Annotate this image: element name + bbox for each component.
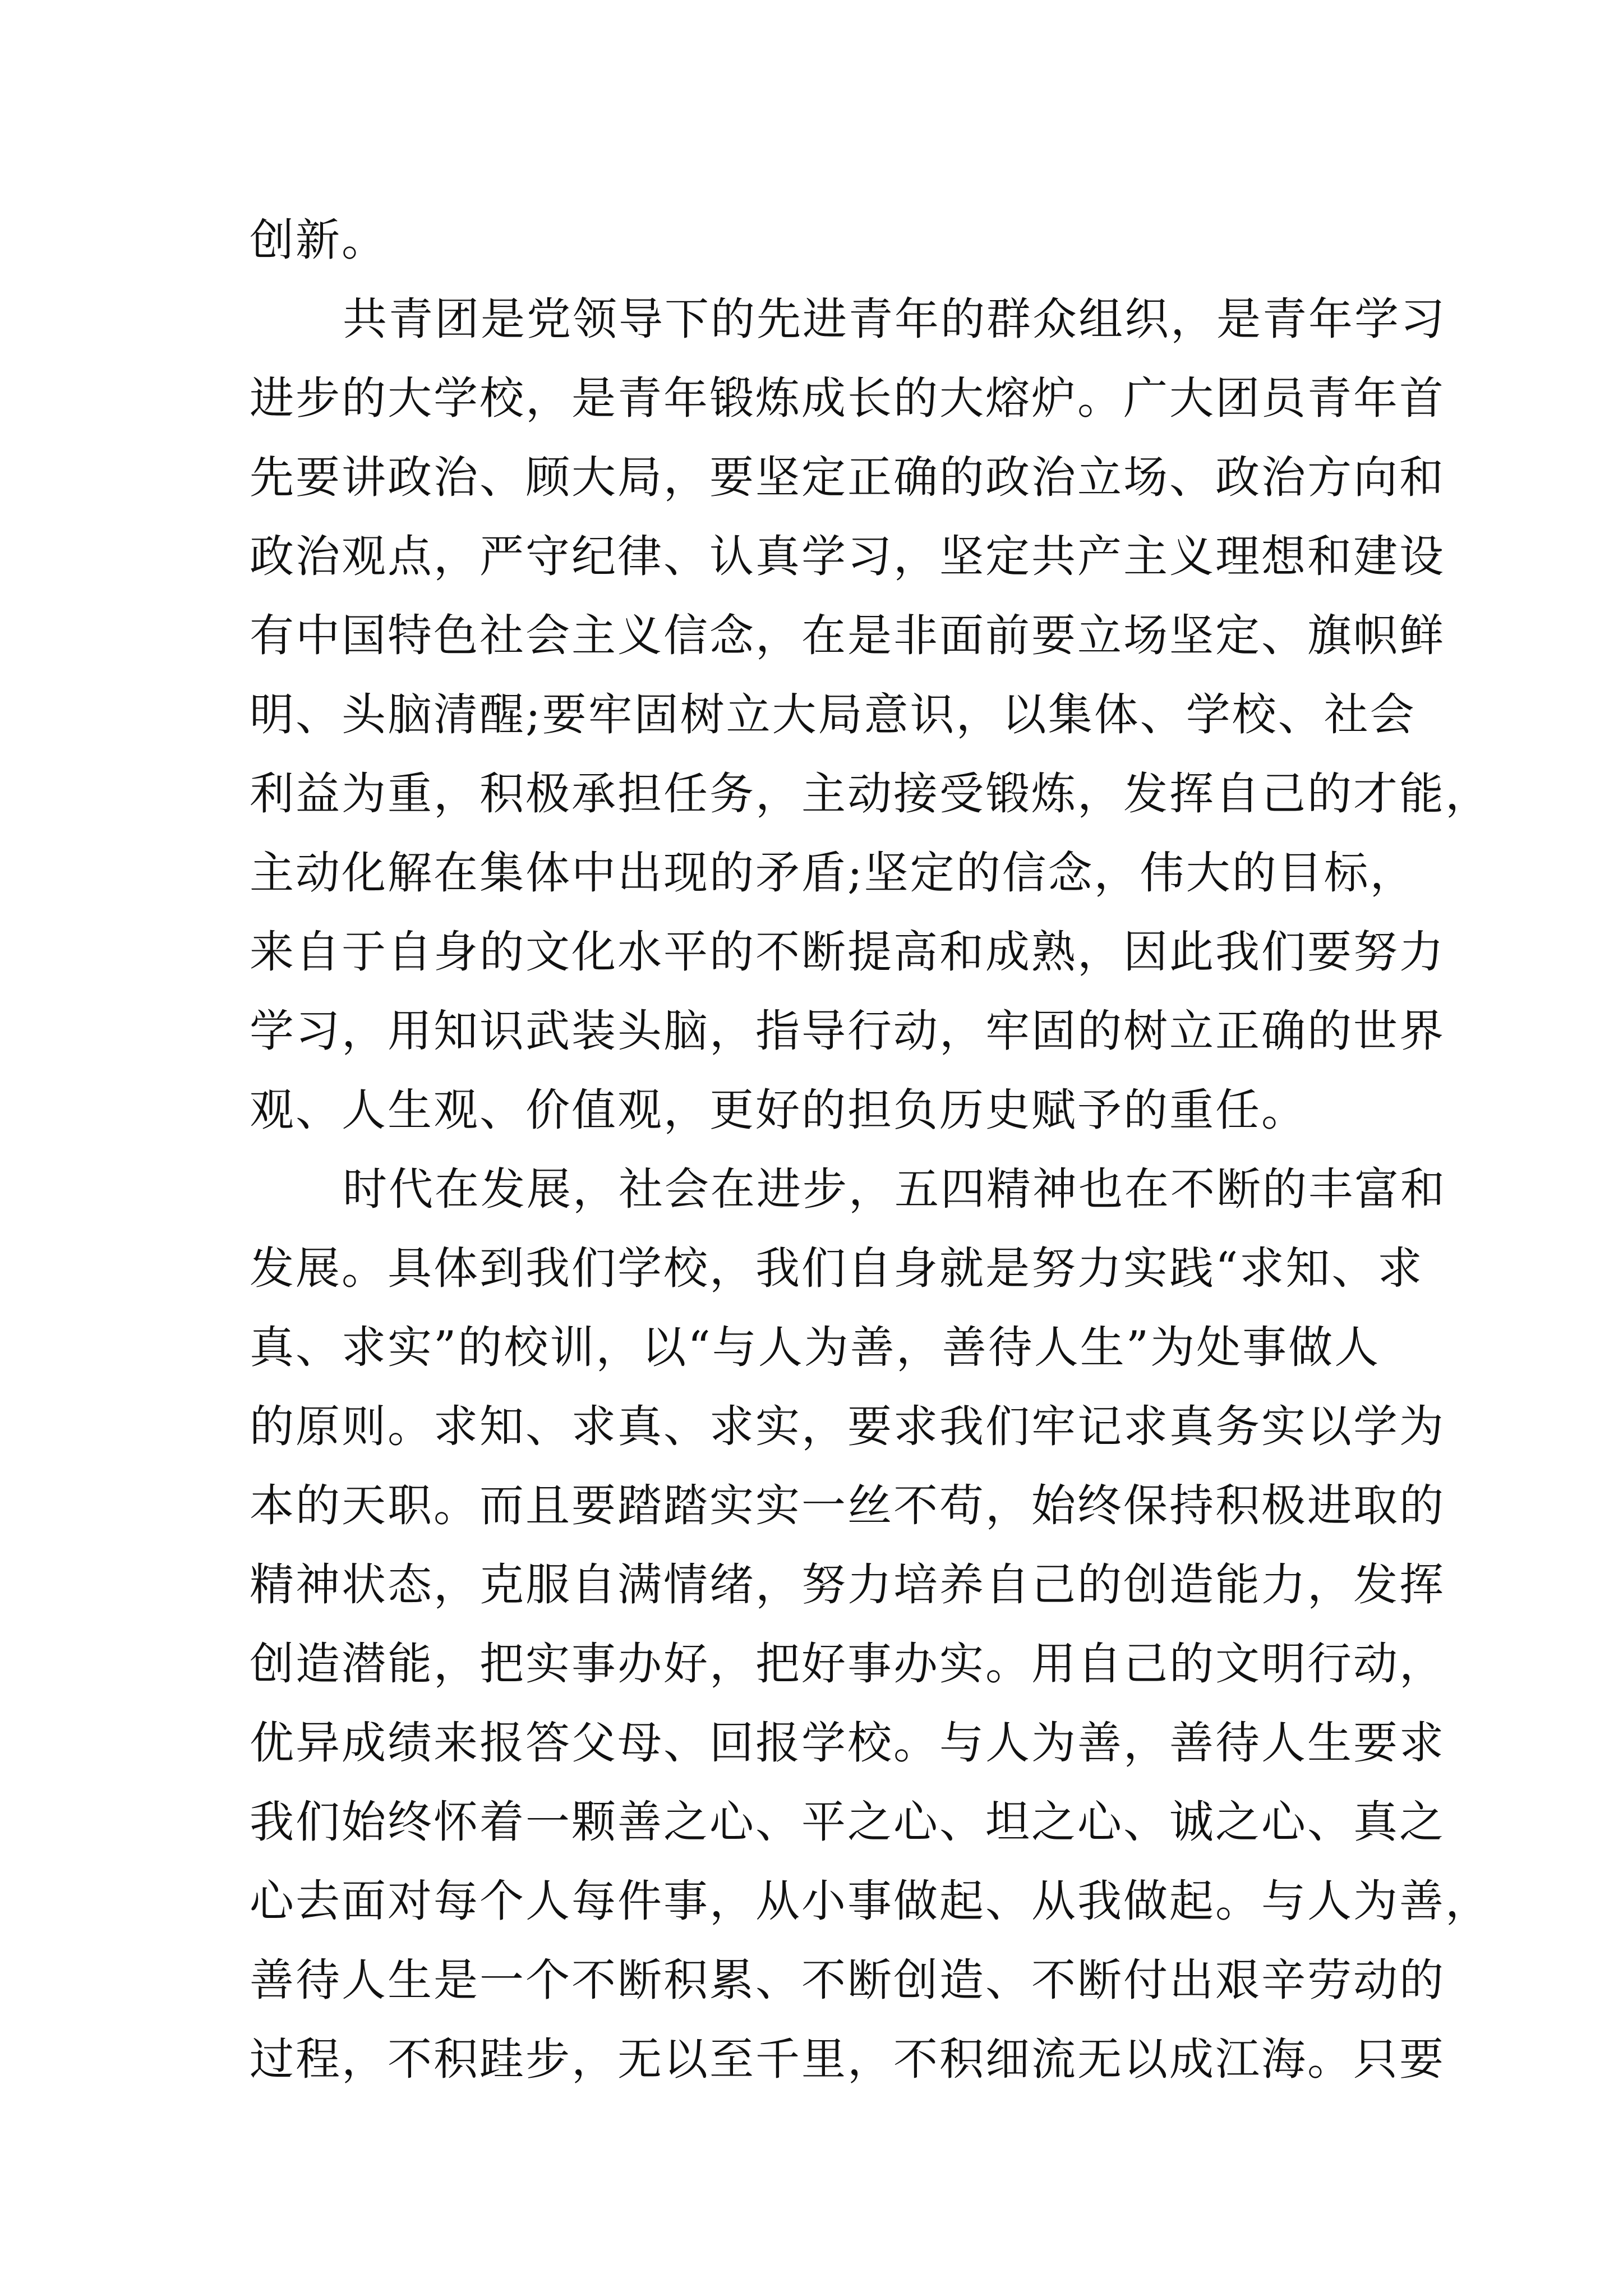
text-line: 的原则。求知、求真、求实，要求我们牢记求真务实以学为 [250,1401,1445,1452]
text-line: 先要讲政治、顾大局，要坚定正确的政治立场、政治方向和 [250,452,1445,503]
text-line: 政治观点，严守纪律、认真学习，坚定共产主义理想和建设 [250,531,1445,582]
text-line: 来自于自身的文化水平的不断提高和成熟，因此我们要努力 [250,926,1445,978]
text-line: 进步的大学校，是青年锻炼成长的大熔炉。广大团员青年首 [250,372,1445,424]
text-line: 过程，不积跬步，无以至千里，不积细流无以成江海。只要 [250,2033,1445,2085]
text-line: 精神状态，克服自满情绪，努力培养自己的创造能力，发挥 [250,1559,1445,1611]
text-line: 善待人生是一个不断积累、不断创造、不断付出艰辛劳动的 [250,1954,1445,2006]
text-line: 共青团是党领导下的先进青年的群众组织，是青年学习 [343,293,1446,345]
text-line: 发展。具体到我们学校，我们自身就是努力实践“求知、求 [250,1243,1424,1294]
text-line: 主动化解在集体中出现的矛盾;坚定的信念，伟大的目标， [250,847,1416,899]
text-line: 明、头脑清醒;要牢固树立大局意识，以集体、学校、社会 [250,689,1416,740]
text-line: 观、人生观、价值观，更好的担负历史赋予的重任。 [250,1084,1307,1136]
text-line: 优异成绩来报答父母、回报学校。与人为善，善待人生要求 [250,1717,1445,1769]
text-line: 创造潜能，把实事办好，把好事办实。用自己的文明行动， [250,1638,1445,1690]
text-line: 心去面对每个人每件事，从小事做起、从我做起。与人为善， [250,1875,1491,1927]
text-line: 真、求实”的校训，以“与人为善，善待人生”为处事做人 [250,1322,1381,1373]
text-line: 本的天职。而且要踏踏实实一丝不苟，始终保持积极进取的 [250,1480,1445,1531]
text-line: 有中国特色社会主义信念，在是非面前要立场坚定、旗帜鲜 [250,610,1445,661]
text-line: 时代在发展，社会在进步，五四精神也在不断的丰富和 [343,1163,1446,1215]
document-page [250,201,1491,2099]
text-line: 我们始终怀着一颗善之心、平之心、坦之心、诚之心、真之 [250,1796,1445,1848]
text-line: 学习，用知识武装头脑，指导行动，牢固的树立正确的世界 [250,1005,1445,1057]
text-line: 创新。 [250,214,388,266]
text-line: 利益为重，积极承担任务，主动接受锻炼，发挥自己的才能， [250,768,1491,820]
